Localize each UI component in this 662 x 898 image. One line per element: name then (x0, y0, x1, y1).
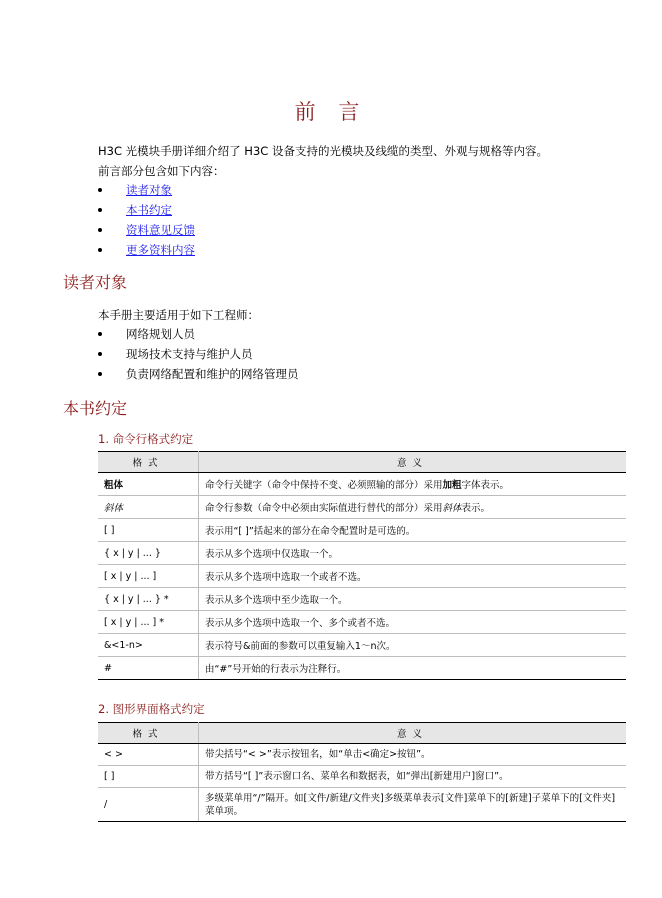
bullet-icon (98, 372, 102, 376)
cmd-convention-heading: 1. 命令行格式约定 (98, 432, 194, 446)
table-header-row (98, 452, 626, 473)
meaning-cell: 表示从多个选项中选取一个、多个或者不选。 (199, 611, 627, 634)
format-cell: [ x | y | ... ] (98, 565, 199, 588)
table-row (98, 766, 626, 788)
readers-intro: 本手册主要适用于如下工程师： (98, 308, 259, 322)
toc-item (98, 242, 195, 262)
bullet-icon (98, 188, 102, 192)
meaning-cell: 多级菜单用“/”隔开。如[文件/新建/文件夹]多级菜单表示[文件]菜单下的[新建]子菜单下的[文件夹]菜单项。 (199, 788, 627, 822)
toc-item (98, 222, 195, 242)
table-header-row (98, 723, 626, 744)
list-item: 负责网络配置和维护的网络管理员 (98, 366, 299, 386)
format-cell: 斜体 (98, 496, 199, 519)
toc-item (98, 202, 195, 222)
col-meaning-header: 意义 (199, 723, 627, 744)
format-cell: / (98, 788, 199, 822)
bullet-icon (98, 228, 102, 232)
toc-link-more[interactable]: 更多资料内容 (126, 243, 195, 257)
table-row (98, 788, 626, 822)
format-cell: [ ] (98, 766, 199, 788)
meaning-cell: 命令行参数（命令中必须由实际值进行替代的部分）采用斜体表示。 (199, 496, 627, 519)
col-format-header: 格式 (98, 452, 199, 473)
bullet-icon (98, 352, 102, 356)
toc-item (98, 182, 195, 202)
table-row (98, 496, 626, 519)
gui-convention-table (98, 722, 626, 822)
format-cell: 粗体 (98, 473, 199, 496)
page-title: 前 言 (294, 100, 368, 124)
meaning-cell: 表示用“[ ]”括起来的部分在命令配置时是可选的。 (199, 519, 627, 542)
table-row (98, 657, 626, 680)
table-row (98, 634, 626, 657)
meaning-cell: 带尖括号“< >”表示按钮名，如“单击<确定>按钮”。 (199, 744, 627, 766)
meaning-cell: 表示从多个选项中至少选取一个。 (199, 588, 627, 611)
table-row (98, 744, 626, 766)
format-cell: [ ] (98, 519, 199, 542)
list-item: 网络规划人员 (98, 326, 299, 346)
meaning-cell: 由“#”号开始的行表示为注释行。 (199, 657, 627, 680)
bullet-icon (98, 248, 102, 252)
format-cell: # (98, 657, 199, 680)
meaning-cell: 表示从多个选项中仅选取一个。 (199, 542, 627, 565)
meaning-cell: 带方括号“[ ]”表示窗口名、菜单名和数据表，如“弹出[新建用户]窗口”。 (199, 766, 627, 788)
table-row (98, 542, 626, 565)
toc-link-readers[interactable]: 读者对象 (126, 183, 172, 197)
col-meaning-header: 意义 (199, 452, 627, 473)
format-cell: { x | y | ... } * (98, 588, 199, 611)
table-row (98, 611, 626, 634)
readers-list (98, 326, 299, 386)
bullet-icon (98, 332, 102, 336)
toc-list (98, 182, 195, 262)
toc-intro-text: 前言部分包含如下内容： (98, 164, 225, 178)
conventions-heading: 本书约定 (63, 399, 128, 418)
table-row (98, 473, 626, 496)
format-cell: { x | y | ... } (98, 542, 199, 565)
intro-text: H3C 光模块手册详细介绍了 H3C 设备支持的光模块及线缆的类型、外观与规格等内容。 (98, 144, 548, 158)
format-cell: [ x | y | ... ] * (98, 611, 199, 634)
format-cell: < > (98, 744, 199, 766)
bullet-icon (98, 208, 102, 212)
meaning-cell: 表示符号&前面的参数可以重复输入1～n次。 (199, 634, 627, 657)
list-item: 现场技术支持与维护人员 (98, 346, 299, 366)
meaning-cell: 表示从多个选项中选取一个或者不选。 (199, 565, 627, 588)
col-format-header: 格式 (98, 723, 199, 744)
gui-convention-heading: 2. 图形界面格式约定 (98, 702, 205, 716)
readers-heading: 读者对象 (63, 273, 128, 292)
toc-link-conventions[interactable]: 本书约定 (126, 203, 172, 217)
table-row (98, 588, 626, 611)
table-row (98, 565, 626, 588)
toc-link-feedback[interactable]: 资料意见反馈 (126, 223, 195, 237)
table-row (98, 519, 626, 542)
meaning-cell: 命令行关键字（命令中保持不变、必须照输的部分）采用加粗字体表示。 (199, 473, 627, 496)
format-cell: &<1-n> (98, 634, 199, 657)
cmd-convention-table (98, 451, 626, 680)
